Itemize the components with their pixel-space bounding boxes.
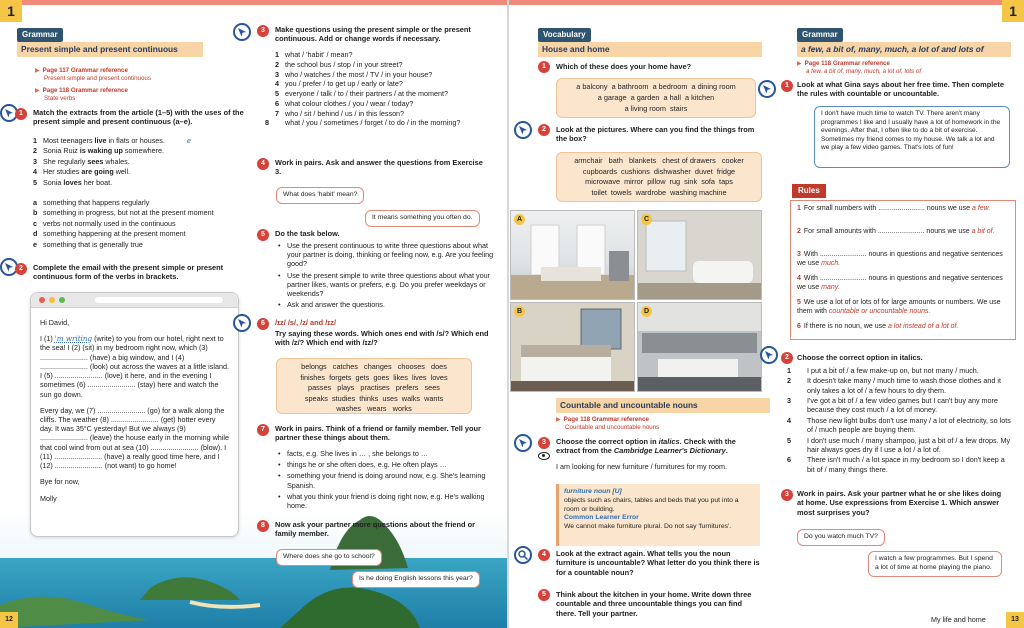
countable-subhead: Countable and uncountable nouns — [556, 398, 770, 413]
email-title-bar — [31, 293, 238, 308]
list-item: 4 Her studies are going well. — [33, 167, 131, 177]
vocab-exercise-1-number: 1 — [538, 61, 550, 73]
page-number: 13 — [1006, 612, 1024, 628]
list-item: 8 what / you / sometimes / forget / to do / in the morning? — [265, 118, 461, 128]
dictionary-error-title: Common Learner Error — [564, 514, 639, 522]
list-item: 6 what colour clothes / you / wear / today? — [275, 98, 414, 108]
exercise-4-number: 4 — [257, 158, 269, 170]
quantifier-exercise-1-instruction: Look at what Gina says about her free time. Then complete the rules with countable or uncountable. — [797, 80, 1004, 99]
rule-item: 2 For small amounts with ........................ nouns we use a bit of. — [797, 228, 995, 235]
top-bar — [509, 0, 1024, 5]
email-greeting: Hi David, — [40, 318, 70, 327]
photo-kitchen — [637, 302, 762, 392]
list-item: b something in progress, but not at the present moment — [33, 208, 214, 218]
vocabulary-subhead: House and home — [538, 42, 762, 57]
email-window — [30, 292, 239, 537]
exercise-5-instruction: Do the task below. — [275, 229, 340, 238]
close-dot-icon — [39, 297, 45, 303]
eye-icon — [538, 452, 550, 460]
exercise-5-bullets — [278, 241, 498, 312]
countable-exercise-4-number: 4 — [538, 549, 550, 561]
photo-label: B — [514, 306, 525, 317]
exercise-1-number: 1 — [15, 108, 27, 120]
exercise-7-instruction: Work in pairs. Think of a friend or family member. Tell your partner these things about them. — [275, 424, 481, 443]
exercise-1-items — [33, 136, 191, 188]
vocabulary-tag: Vocabulary — [538, 28, 591, 42]
vocab-exercise-1-instruction: Which of these does your home have? — [556, 62, 692, 71]
speech-bubble: I watch a few programmes. But I spend a lot of time at home playing the piano. — [868, 551, 1002, 577]
countable-exercise-3-number: 3 — [538, 437, 550, 449]
dictionary-error-text: We cannot make furniture plural. Do not say 'furnitures'. — [564, 523, 732, 531]
countable-exercise-3-sentence: I am looking for new furniture / furnitures for my room. — [556, 462, 727, 471]
maximise-dot-icon — [59, 297, 65, 303]
email-paragraph-2: Every day, we (7) ........................ (go) for a walk along the cliffs. The weather (8) ........................ (get) hotter every day. It was 35°C yesterday! But we always (9) ........................ (leave) the house early in the morning while that cool wind from out at sea (10) ........................ (blow). I (11) ........................ (have) a really good time here, and I (12) ........................ (not want) to go home! — [40, 405, 229, 471]
exercise-5-number: 5 — [257, 229, 269, 241]
rules-title: Rules — [792, 184, 826, 198]
quantifier-exercise-2-items — [787, 366, 1011, 475]
quantifier-exercise-3-instruction: Work in pairs. Ask your partner what he or she likes doing at home. Use expressions from Exercise 1. Which answer most surprises you? — [797, 489, 1002, 517]
list-item: 5 everyone / talk / to / their partners / at the moment? — [275, 89, 448, 99]
unit-number: 1 — [0, 0, 22, 22]
vocab-exercise-2-number: 2 — [538, 124, 550, 136]
exercise-6-phonetic: /ɪz/ /s/, /z/ and /ɪz/ — [275, 318, 337, 327]
exercise-7-number: 7 — [257, 424, 269, 436]
email-address-bar — [95, 297, 223, 303]
speech-bubble: Do you watch much TV? — [797, 529, 885, 546]
speech-bubble: Where does she go to school? — [276, 549, 382, 566]
photo-label: A — [514, 214, 525, 225]
exercise-8-instruction: Now ask your partner more questions about the friend or family member. — [275, 520, 475, 539]
quantifier-exercise-3-number: 3 — [781, 489, 793, 501]
dictionary-extract — [556, 484, 760, 546]
vocab-exercise-2-instruction: Look at the pictures. Where can you find the things from the box? — [556, 125, 755, 144]
email-handwritten-answer: 'm writing — [54, 334, 93, 344]
list-item: d something happening at the present moment — [33, 229, 186, 239]
list-item: e something that is generally true — [33, 239, 143, 249]
dictionary-definition: objects such as chairs, tables and beds that you put into a room or building. — [564, 496, 739, 513]
rule-item: 4 With ........................ nouns in questions and negative sentences we use many. — [797, 275, 1003, 291]
exercise-8-number: 8 — [257, 520, 269, 532]
list-item: 2 Sonia Ruiz is waking up somewhere. — [33, 146, 165, 156]
photo-bathroom — [637, 210, 762, 300]
pronunciation-word-box: belongs catches changes chooses does finishes forgets gets goes likes lives loves passes plays practises prefers sees speaks studies thinks uses walks wants washes wears works — [276, 358, 472, 414]
grammar-ref-1[interactable]: ▶ Page 117 Grammar reference Present simple and present continuous — [35, 67, 151, 83]
list-item: 7 who / sit / behind / us / in this lesson? — [275, 108, 405, 118]
grammar-ref-2[interactable]: ▶ Page 118 Grammar reference State verbs — [35, 87, 128, 103]
list-item: a something that happens regularly — [33, 198, 150, 207]
list-item: 1 I put a bit of / a few make-up on, but not many / much. — [787, 366, 979, 375]
exercise-1-instruction: Match the extracts from the article (1–5) with the uses of the present simple and present continuous (a–e). — [33, 108, 244, 127]
email-paragraph-1: I (1) 'm writing (write) to you from our hotel, right next to the sea! I (2) (sit) in my bedroom right now, which (3) ........................ (have) a big window, and I (4) ........................ (look) out across the waves at a little island. I (5) ........................ (love) it here, and in the evening I sometimes (6) ........................ (stay) here and watch the sun go down. — [40, 334, 229, 399]
rule-item: 6 If there is no noun, we use a lot instead of a lot of. — [797, 323, 959, 330]
list-item: • what you think your friend is doing right now, e.g. He's walking home. — [278, 492, 500, 510]
exercise-2-instruction: Complete the email with the present simple or present continuous form of the verbs in brackets. — [33, 263, 224, 282]
furniture-word-box: armchair bath blankets chest of drawers cooker cupboards cushions dishwasher duvet fridge microwave mirror pillow rug sink sofa taps toilet towels wardrobe washing machine — [556, 152, 762, 202]
quantifier-exercise-1-number: 1 — [781, 80, 793, 92]
photo-bedroom — [510, 302, 635, 392]
list-item: 3 She regularly sees whales. — [33, 156, 130, 166]
list-item: 2 the school bus / stop / in your street? — [275, 59, 403, 69]
photo-living-room — [510, 210, 635, 300]
grammar-subhead-right: a few, a bit of, many, much, a lot of and lots of — [797, 42, 1011, 57]
speech-bubble: What does 'habit' mean? — [276, 187, 364, 204]
dictionary-headword: furniture noun [U] — [564, 488, 622, 495]
list-item: 6 There isn't much / a lot space in my bedroom so I don't keep a bit of / many things there. — [787, 455, 1005, 474]
exercise-3-instruction: Make questions using the present simple or the present continuous. Add or change words if necessary. — [275, 25, 471, 44]
countable-exercise-5-instruction: Think about the kitchen in your home. Write down three countable and three uncountable things you can find there. Tell your partner. — [556, 590, 752, 618]
exercise-2-number: 2 — [15, 263, 27, 275]
list-item: 2 It doesn't take many / much time to wash those clothes and it only takes a lot of / a few hours to dry them. — [787, 376, 1001, 395]
minimise-dot-icon — [49, 297, 55, 303]
rule-item: 5 We use a lot of or lots of for large amounts or numbers. We use them with countable or uncountable nouns. — [797, 299, 1001, 315]
quantifier-grammar-ref[interactable]: ▶ Page 118 Grammar reference a few, a bit of, many, much, a lot of, lots of — [797, 60, 922, 76]
grammar-tag: Grammar — [17, 28, 63, 42]
top-bar — [0, 0, 507, 5]
email-signature: Molly — [40, 493, 57, 503]
exercise-1-uses — [33, 198, 214, 250]
list-item: 1 Most teenagers live in flats or houses. e — [33, 136, 192, 145]
exercise-6-instruction: Try saying these words. Which ones end with /s/? Which end with /z/? Which end with /ɪz/? — [275, 329, 489, 348]
photo-label: C — [641, 214, 652, 225]
list-item: • Use the present simple to write three questions about what your partner likes, wants or prefers, e.g. Do you prefer weekdays or weekends? — [278, 271, 498, 299]
speech-bubble: Is he doing English lessons this year? — [352, 571, 480, 588]
footer-title: My life and home — [931, 614, 986, 624]
quantifier-exercise-2-number: 2 — [781, 352, 793, 364]
list-item: 4 you / prefer / to get up / early or late? — [275, 79, 403, 89]
countable-exercise-4-instruction: Look at the extract again. What tells you the noun furniture is uncountable? What letter do you think there is for a countable noun? — [556, 549, 760, 577]
pointer-icon[interactable] — [758, 80, 776, 98]
speech-bubble: It means something you often do. — [365, 210, 480, 227]
rules-box — [790, 200, 1016, 340]
exercise-3-number: 3 — [257, 25, 269, 37]
pointer-icon[interactable] — [514, 434, 532, 452]
gina-quote: I don't have much time to watch TV. There aren't many programmes I like and I usually have a lot of homework in the evenings. After that, I often like to do a bit of exercise. Sometimes my friend comes to my house. We talk a lot and we play a few video games. That's lots of fun! — [814, 106, 1010, 168]
exercise-4-instruction: Work in pairs. Ask and answer the questions from Exercise 3. — [275, 158, 483, 177]
pointer-icon[interactable] — [514, 121, 532, 139]
list-item: 5 Sonia loves her boat. — [33, 177, 113, 187]
pointer-icon[interactable] — [760, 346, 778, 364]
countable-exercise-5-number: 5 — [538, 589, 550, 601]
list-item: 3 who / watches / the most / TV / in your house? — [275, 69, 433, 79]
grammar-subhead: Present simple and present continuous — [17, 42, 203, 57]
page-number: 12 — [0, 612, 18, 628]
list-item: c verbs not normally used in the continuous — [33, 218, 176, 228]
list-item: • Use the present continuous to write three questions about what your partner is doing, thinking or feeling now, e.g. Are you feeling good? — [278, 241, 498, 269]
grammar-tag-right: Grammar — [797, 28, 843, 42]
countable-exercise-3-instruction: Choose the correct option in italics. Check with the extract from the Cambridge Learner's Dictionary. — [556, 437, 736, 456]
handwritten-answer: e — [186, 136, 192, 145]
list-item: 4 Those new light bulbs don't use many / a lot of electricity, so lots of / much people are buying them. — [787, 415, 1011, 435]
email-closing: Bye for now, — [40, 477, 80, 487]
rule-item: 3 With ........................ nouns in questions and negative sentences we use much. — [797, 251, 1003, 267]
magnifier-icon[interactable] — [514, 546, 532, 564]
list-item: • something your friend is doing around now, e.g. She's learning Spanish. — [278, 471, 500, 489]
list-item: • facts, e.g. She lives in … , she belongs to … — [278, 449, 500, 458]
house-word-box: a balcony a bathroom a bedroom a dining room a garage a garden a hall a kitchen a living room stairs — [556, 78, 756, 118]
photo-label: D — [641, 306, 652, 317]
left-page — [0, 0, 507, 628]
list-item: 1 what / 'habit' / mean? — [275, 50, 353, 59]
list-item: • Ask and answer the questions. — [278, 300, 498, 309]
countable-grammar-ref[interactable]: ▶ Page 118 Grammar reference Countable and uncountable nouns — [556, 416, 660, 432]
unit-number: 1 — [1002, 0, 1024, 22]
exercise-6-number: 6 — [257, 318, 269, 330]
exercise-7-bullets — [278, 449, 500, 512]
email-body — [31, 308, 238, 503]
exercise-3-items — [265, 50, 497, 128]
pointer-icon[interactable] — [233, 314, 251, 332]
rule-item: 1 For small numbers with ........................ nouns we use a few. — [797, 205, 991, 212]
list-item: 5 I don't use much / many shampoo, just a bit of / a few drops. My hair always goes dry if I use a lot / a lot of. — [787, 435, 1011, 454]
list-item: 3 I've got a bit of / a few video games but I can't buy any more because they cost much / a lot of money. — [787, 396, 998, 415]
pointer-icon[interactable] — [233, 23, 251, 41]
list-item: • things he or she often does, e.g. He often plays … — [278, 460, 500, 469]
quantifier-exercise-2-instruction: Choose the correct option in italics. — [797, 353, 923, 362]
